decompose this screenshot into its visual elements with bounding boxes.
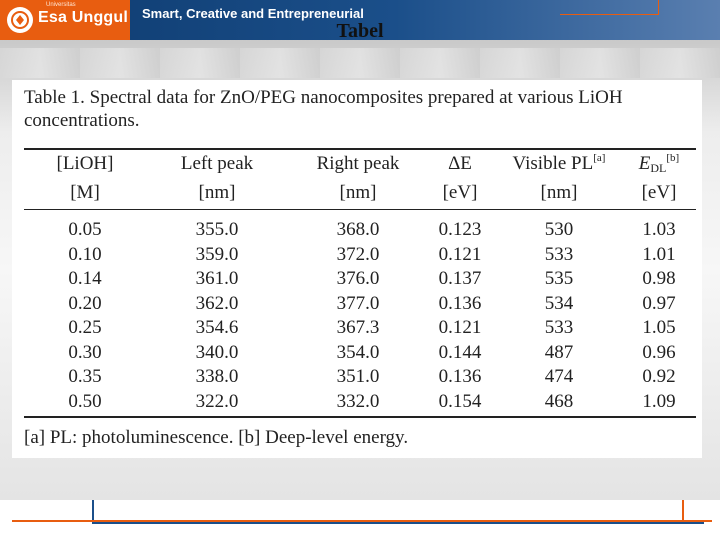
- column-unit-6: [eV]: [641, 182, 677, 203]
- column-header-label: ΔE: [448, 153, 472, 174]
- table-cell: 487: [544, 341, 574, 363]
- table-cell: 377.0: [336, 292, 380, 314]
- column-header-2: [152, 153, 282, 175]
- column-unit-4: [eV]: [442, 182, 478, 203]
- table-cell: 362.0: [195, 292, 239, 314]
- table-cell: 534: [544, 292, 574, 314]
- table-cell: 0.98: [642, 268, 676, 289]
- banner-decoration: [560, 0, 659, 15]
- column-header-label: Left peak: [180, 153, 254, 174]
- table-cell: 367.3: [336, 317, 380, 338]
- table-footnote: [a] PL: photoluminescence. [b] Deep-level energy.: [24, 427, 409, 448]
- table-cell: 533: [544, 243, 574, 265]
- table-cell: 535: [544, 268, 574, 289]
- table-cell: 332.0: [336, 390, 380, 412]
- table-cell: 0.121: [438, 317, 482, 338]
- column-unit-1: [M]: [70, 182, 100, 203]
- column-unit-3: [nm]: [339, 182, 377, 203]
- table-cell: 376.0: [336, 268, 380, 289]
- table-cell: 474: [544, 366, 574, 387]
- table-cell: 368.0: [336, 219, 380, 240]
- table-cell: 372.0: [336, 243, 380, 265]
- table-cell: 0.92: [642, 366, 676, 387]
- column-header-footnote-mark: [a]: [593, 152, 606, 164]
- table-cell: 0.121: [438, 243, 482, 265]
- table-cell: 1.01: [642, 243, 676, 265]
- column-header-subscript: DL: [650, 161, 667, 175]
- table-panel: [12, 80, 702, 458]
- table-cell: 0.05: [68, 219, 102, 240]
- column-header-footnote-mark: [b]: [666, 152, 680, 164]
- table-cell: 340.0: [195, 341, 239, 363]
- table-bottom-rule: [24, 416, 696, 418]
- column-unit-5: [nm]: [540, 182, 578, 203]
- table-cell: 351.0: [336, 366, 380, 387]
- table-cell: 354.0: [336, 341, 380, 363]
- table-cell: 0.136: [438, 292, 482, 314]
- table-cell: 0.96: [642, 341, 676, 363]
- table-cell: 361.0: [195, 268, 239, 289]
- table-caption: Table 1. Spectral data for ZnO/PEG nanocomposites prepared at various LiOH concentrations.: [24, 87, 623, 131]
- table-cell: 533: [544, 317, 574, 338]
- table-cell: 0.20: [68, 292, 102, 314]
- table-cell: 0.137: [438, 268, 482, 289]
- column-header-6: [594, 153, 720, 175]
- table-cell: 468: [544, 390, 574, 412]
- footer-orange-tick: [682, 500, 684, 522]
- table-cell: 0.154: [438, 390, 482, 412]
- background-stripe: [0, 48, 720, 78]
- column-unit-2: [nm]: [198, 182, 236, 203]
- column-header-label: [LiOH]: [56, 153, 114, 174]
- table-cell: 0.50: [68, 390, 102, 412]
- column-header-label: E: [638, 153, 651, 174]
- table-cell: 0.123: [438, 219, 482, 240]
- table-cell: 0.14: [68, 268, 102, 289]
- table-cell: 530: [544, 219, 574, 240]
- table-cell: 322.0: [195, 390, 239, 412]
- column-header-1: [20, 153, 150, 175]
- table-header-rule: [24, 209, 696, 210]
- table-cell: 338.0: [195, 366, 239, 387]
- slide-title: Tabel: [336, 20, 384, 42]
- table-cell: 0.144: [438, 341, 482, 363]
- table-cell: 1.09: [642, 390, 676, 412]
- logo-subtext: Universitas: [46, 2, 76, 8]
- column-header-label: Visible PL: [512, 153, 594, 174]
- table-cell: 0.35: [68, 366, 102, 387]
- table-cell: 0.97: [642, 292, 676, 314]
- table-cell: 359.0: [195, 243, 239, 265]
- table-cell: 1.05: [642, 317, 676, 338]
- table-cell: 0.136: [438, 366, 482, 387]
- table-cell: 0.25: [68, 317, 102, 338]
- logo-name: Esa Unggul: [38, 9, 129, 26]
- footer-orange-line: [12, 520, 712, 522]
- footer-decoration: [12, 500, 702, 540]
- table-cell: 0.10: [68, 243, 102, 265]
- table-cell: 355.0: [195, 219, 239, 240]
- table-cell: 354.6: [195, 317, 239, 338]
- table-cell: 0.30: [68, 341, 102, 363]
- tagline: Smart, Creative and Entrepreneurial: [142, 6, 364, 21]
- column-header-label: Right peak: [316, 153, 400, 174]
- table-top-rule: [24, 148, 696, 150]
- table-cell: 1.03: [642, 219, 676, 240]
